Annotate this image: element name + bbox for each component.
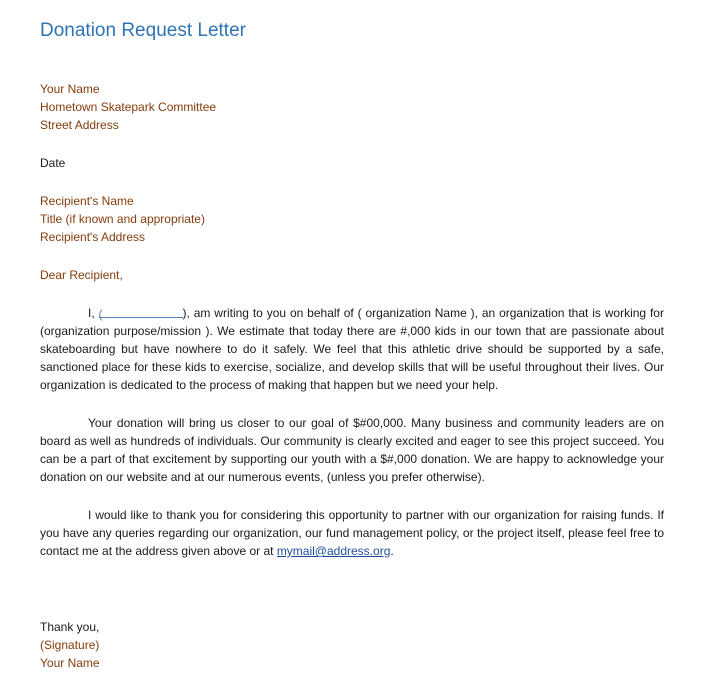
- paragraph-3-end: .: [390, 544, 394, 558]
- signer-name: Your Name: [40, 656, 100, 670]
- signature-placeholder: (Signature): [40, 638, 100, 652]
- name-blank-open: (: [98, 307, 103, 321]
- body-paragraph-2: [40, 414, 664, 486]
- paragraph-1-prefix: I,: [88, 306, 99, 320]
- recipient-name: Recipient's Name: [40, 194, 134, 208]
- salutation: Dear Recipient,: [40, 268, 123, 282]
- paragraph-3-text: I would like to thank you for considering this opportunity to partner with our organization for raising funds. If you have any queries regarding our organization, our fund management policy, or the project itself, please feel free to contact me at the address given above or at: [40, 508, 664, 558]
- body-paragraph-3: [40, 506, 664, 560]
- recipient-address: Recipient's Address: [40, 230, 146, 244]
- sender-organization: Hometown Skatepark Committee: [40, 100, 217, 114]
- name-blank-field[interactable]: [98, 305, 183, 321]
- paragraph-1-text: ), am writing to you on behalf of ( organization Name ), an organization that is working for (organization purpose/mission ). We estimate that today there are #,000 kids in our town that are passionate about skateboarding but have nowhere to do it safely. We feel that this athletic drive should be supported by a safe, sanctioned place for these kids to exercise, socialize, and develop skills that will be useful throughout their lives. Our organization is dedicated to the process of making that happen but we need your help.: [40, 306, 664, 392]
- sender-name: Your Name: [40, 82, 100, 96]
- document-title: Donation Request Letter: [40, 20, 246, 41]
- paragraph-2-text: Your donation will bring us closer to our goal of $#00,000. Many business and community leaders are on board as well as hundreds of individuals. Our community is clearly excited and eager to see this project succeed. You can be a part of that excitement by supporting our youth with a $#,000 donation. We are happy to acknowledge your donation on our website and at our numerous events, (unless you prefer otherwise).: [40, 416, 664, 484]
- sender-address: Street Address: [40, 118, 119, 132]
- email-link[interactable]: mymail@address.org: [276, 544, 391, 558]
- closing: Thank you,: [40, 620, 100, 634]
- letter-date: Date: [40, 156, 66, 170]
- body-paragraph-1: [40, 304, 664, 394]
- recipient-title: Title (if known and appropriate): [40, 212, 205, 226]
